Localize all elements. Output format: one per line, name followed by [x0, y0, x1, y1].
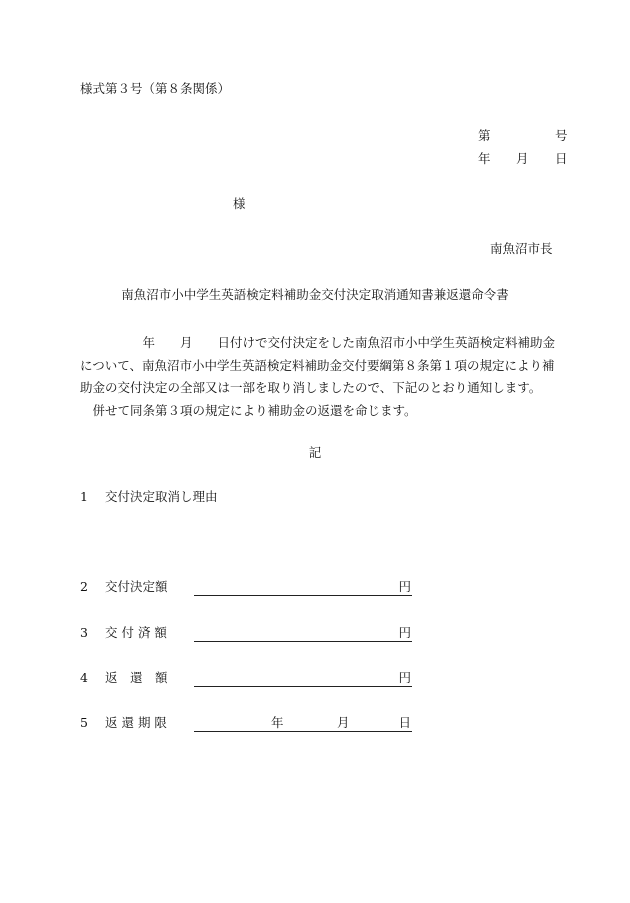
body-line: 助金の交付決定の全部又は一部を取り消しましたので、下記のとおり通知します。: [80, 380, 542, 395]
grant-amount-field[interactable]: [194, 579, 412, 596]
refund-deadline-field[interactable]: [194, 715, 412, 732]
item-label: 返 還 期 限: [105, 715, 167, 730]
doc-number-dai: 第: [478, 128, 491, 143]
body-line: 併せて同条第３項の規定により補助金の返還を命じます。: [80, 402, 417, 418]
item-number: 2: [80, 579, 88, 594]
sender: 南魚沼市長: [490, 241, 553, 256]
body-text: [80, 332, 580, 422]
item-label: 交付決定取消し理由: [105, 489, 218, 504]
doc-number-go: 号: [555, 128, 568, 143]
date-year-label: 年: [478, 151, 491, 166]
item-number: 3: [80, 625, 88, 640]
yen-unit: 円: [398, 625, 411, 640]
item-number: 5: [80, 715, 88, 730]
paid-amount-field[interactable]: [194, 625, 412, 642]
item-number: 1: [80, 489, 88, 504]
yen-unit: 円: [398, 670, 411, 685]
item-label: 交付決定額: [105, 579, 168, 594]
form-number: 様式第３号（第８条関係）: [80, 81, 231, 96]
ki-heading: 記: [308, 445, 322, 460]
document-title: 南魚沼市小中学生英語検定料補助金交付決定取消通知書兼返還命令書: [121, 287, 509, 302]
item-label: 交 付 済 額: [105, 625, 167, 640]
refund-amount-field[interactable]: [194, 670, 412, 687]
item-label: 返 還 額: [105, 670, 168, 685]
deadline-year-label: 年: [271, 715, 284, 730]
date-day-label: 日: [555, 151, 568, 166]
yen-unit: 円: [398, 579, 411, 594]
addressee-suffix: 様: [233, 196, 246, 211]
item-number: 4: [80, 670, 88, 685]
body-line: 年 月 日付けで交付決定をした南魚沼市小中学生英語検定料補助金: [80, 335, 556, 350]
deadline-day-label: 日: [398, 715, 411, 730]
deadline-month-label: 月: [337, 715, 350, 730]
body-line: について、南魚沼市小中学生英語検定料補助金交付要綱第８条第１項の規定により補: [80, 357, 555, 373]
date-month-label: 月: [516, 151, 529, 166]
